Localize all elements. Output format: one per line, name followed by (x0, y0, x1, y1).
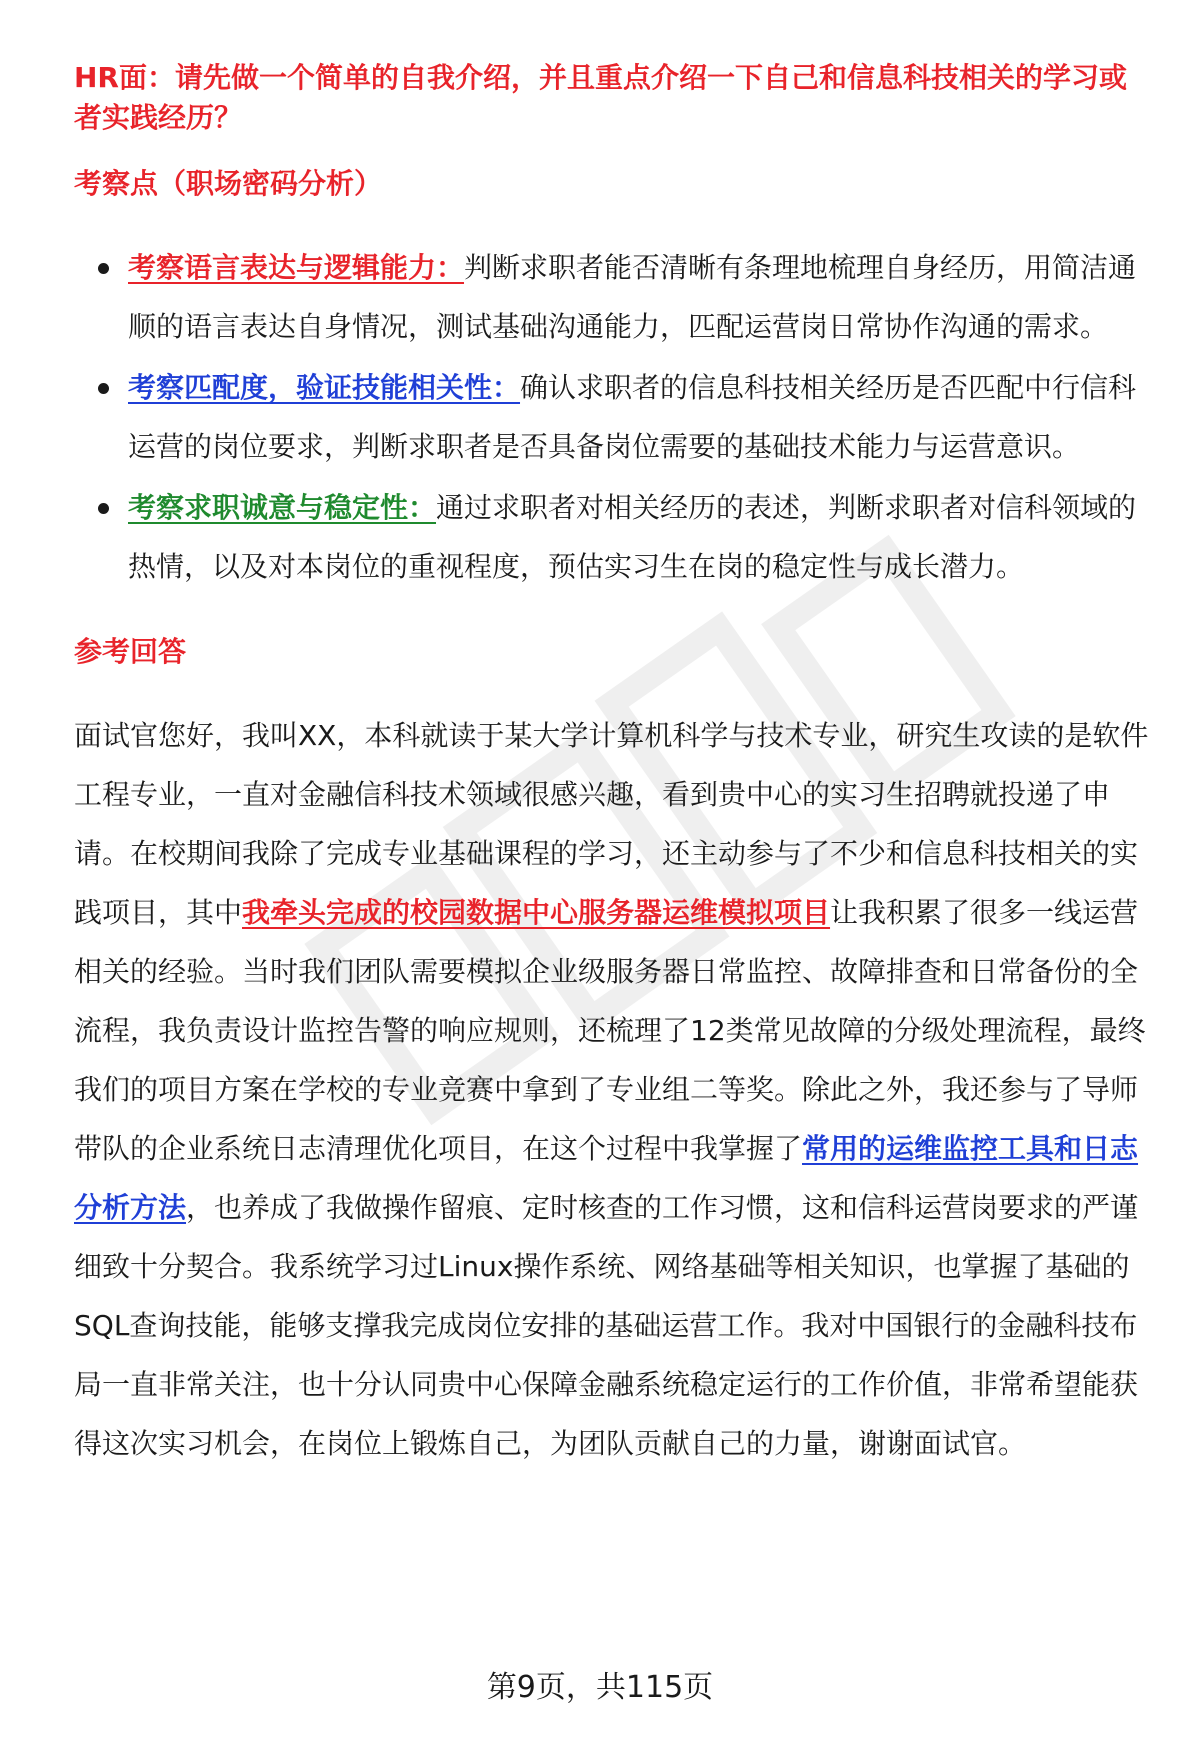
answer-text-part: ，也养成了我做操作留痕、定时核查的工作习惯，这和信科运营岗要求的严谨细致十分契合。我系统学习过Linux操作系统、网络基础等相关知识，也掌握了基础的SQL查询技能，能够支撑我完成岗位安排的基础运营工作。我对中国银行的金融科技布局一直非常关注，也十分认同贵中心保障金融系统稳定运行的工作价值，非常希望能获得这次实习机会，在岗位上锻炼自己，为团队贡献自己的力量，谢谢面试官。 (74, 1191, 1139, 1460)
analysis-heading: 考察点（职场密码分析） (74, 167, 383, 200)
analysis-point (74, 358, 1154, 476)
analysis-point-text: 判断求职者能否清晰有条理地梳理自身经历，用简洁通顺的语言表达自身情况，测试基础沟通能力，匹配运营岗日常协作沟通的需求。 (128, 251, 1137, 343)
answer-highlight-project: 我牵头完成的校园数据中心服务器运维模拟项目 (242, 896, 831, 929)
analysis-point-text: 通过求职者对相关经历的表述，判断求职者对信科领域的热情，以及对本岗位的重视程度，预估实习生在岗的稳定性与成长潜力。 (128, 491, 1137, 583)
question-title: HR面：请先做一个简单的自我介绍，并且重点介绍一下自己和信息科技相关的学习或者实践经历？ (74, 61, 1127, 134)
answer-text-part: 让我积累了很多一线运营相关的经验。当时我们团队需要模拟企业级服务器日常监控、故障排查和日常备份的全流程，我负责设计监控告警的响应规则，还梳理了12类常见故障的分级处理流程，最终我们的项目方案在学校的专业竞赛中拿到了专业组二等奖。除此之外，我还参与了导师带队的企业系统日志清理优化项目，在这个过程中我掌握了 (74, 896, 1146, 1165)
analysis-points-list (74, 238, 1154, 596)
answer-text-part: 面试官您好，我叫XX，本科就读于某大学计算机科学与技术专业，研究生攻读的是软件工程专业，一直对金融信科技术领域很感兴趣，看到贵中心的实习生招聘就投递了申请。在校期间我除了完成专业基础课程的学习，还主动参与了不少和信息科技相关的实践项目，其中 (74, 719, 1149, 929)
bullet-icon (98, 263, 109, 274)
answer-paragraph (74, 706, 1154, 1473)
analysis-point-keyword: 考察匹配度，验证技能相关性： (128, 371, 521, 404)
bullet-icon (98, 383, 109, 394)
analysis-point-keyword: 考察求职诚意与稳定性： (128, 491, 437, 524)
document-content (74, 58, 1154, 1473)
page-number: 第9页，共115页 (486, 1670, 714, 1705)
analysis-point-text: 确认求职者的信息科技相关经历是否匹配中行信科运营的岗位要求，判断求职者是否具备岗位需要的基础技术能力与运营意识。 (128, 371, 1137, 463)
analysis-point (74, 238, 1154, 356)
answer-highlight-tools: 常用的运维监控工具和日志分析方法 (74, 1132, 1139, 1224)
answer-heading: 参考回答 (74, 635, 187, 668)
analysis-point-keyword: 考察语言表达与逻辑能力： (128, 251, 465, 284)
analysis-point (74, 478, 1154, 596)
bullet-icon (98, 503, 109, 514)
